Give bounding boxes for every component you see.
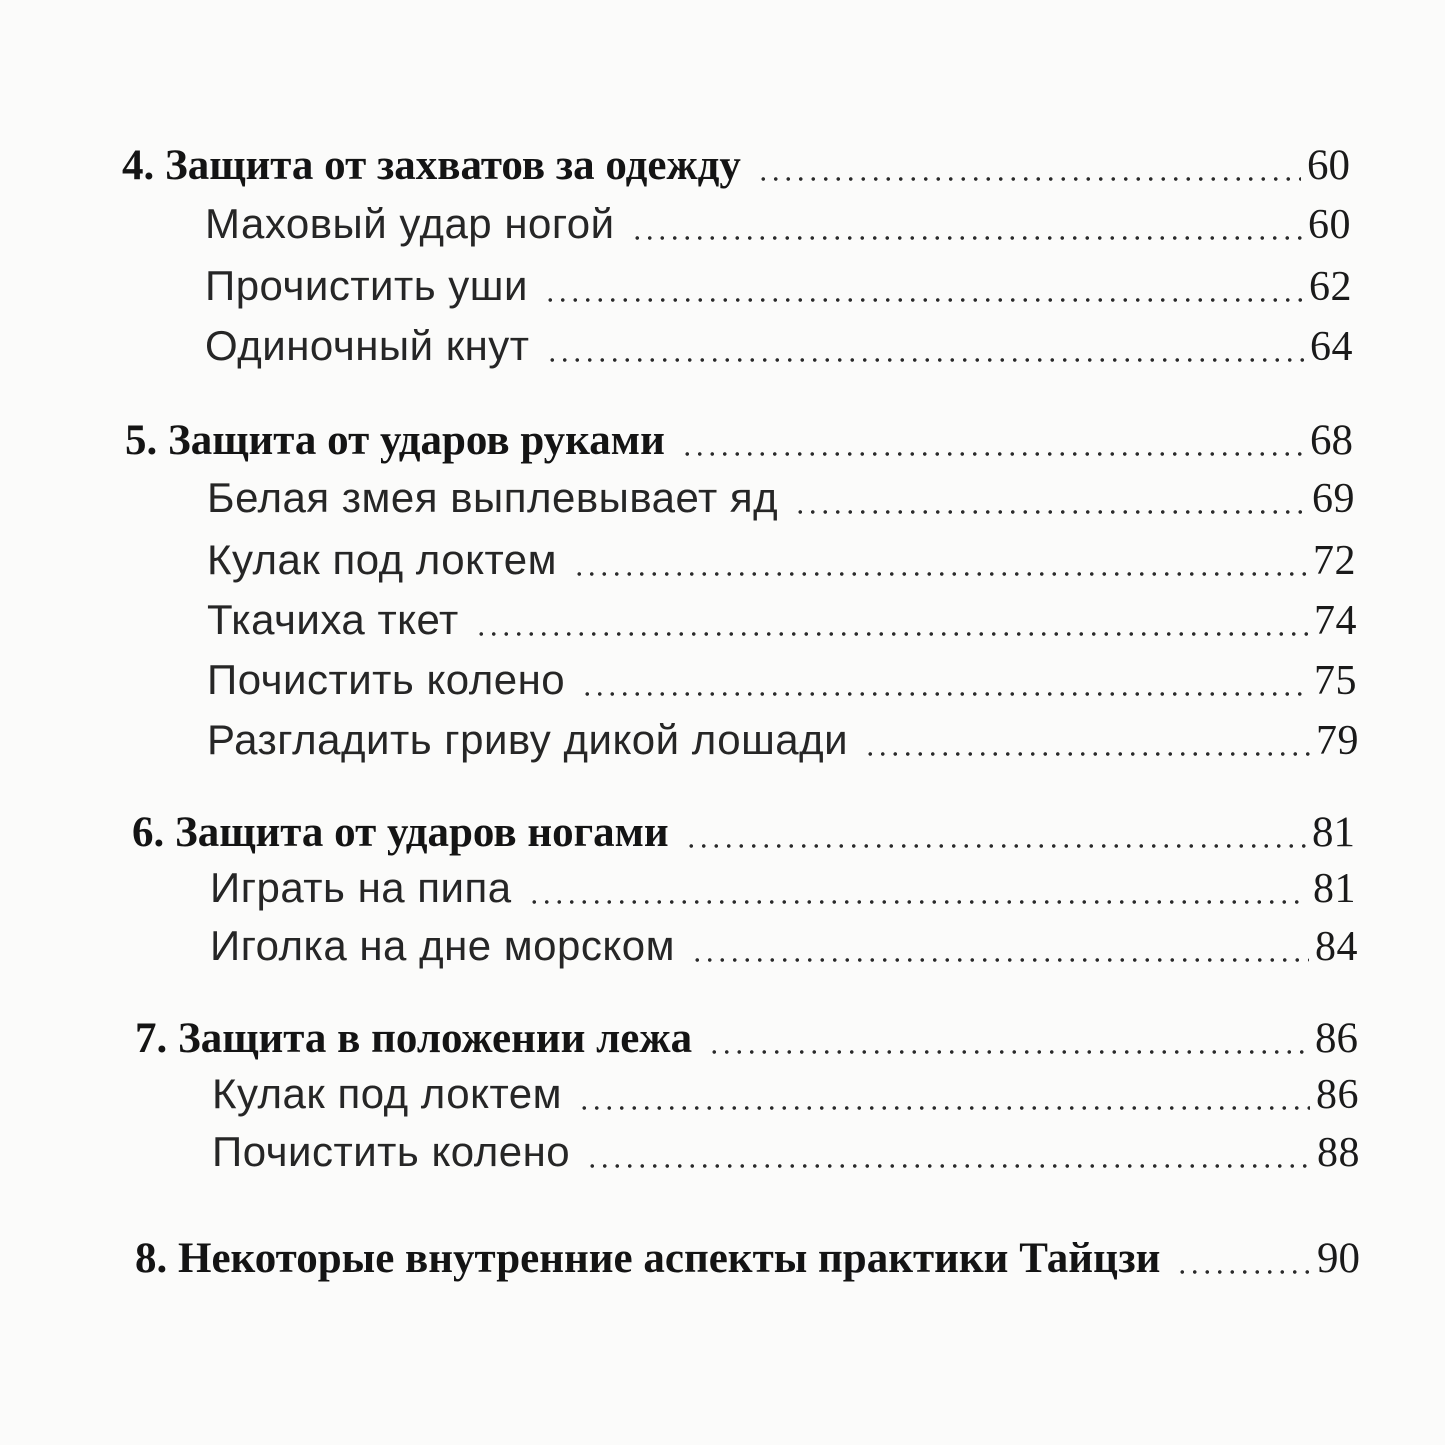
- dot-leader: [631, 236, 1302, 240]
- toc-item[interactable]: [210, 922, 1358, 971]
- dot-leader: [528, 900, 1307, 904]
- toc-entry-title: 5. Защита от ударов руками: [125, 417, 665, 464]
- toc-entry-page: 60: [1308, 202, 1351, 248]
- toc-entry-page: 90: [1317, 1235, 1360, 1282]
- toc-entry-page: 81: [1313, 866, 1356, 912]
- toc-entry-title: Ткачиха ткет: [207, 596, 459, 643]
- toc-entry-title: 7. Защита в положении лежа: [135, 1015, 693, 1062]
- toc-entry-title: Одиночный кнут: [205, 322, 530, 369]
- dot-leader: [475, 632, 1308, 636]
- toc-entry-title: Играть на пипа: [210, 864, 512, 911]
- toc-chapter-8[interactable]: [135, 1234, 1360, 1283]
- dot-leader: [757, 177, 1301, 181]
- toc-entry-title: 6. Защита от ударов ногами: [132, 809, 669, 856]
- dot-leader: [681, 452, 1304, 456]
- toc-entry-page: 60: [1307, 142, 1350, 189]
- toc-entry-title: Кулак под локтем: [207, 536, 557, 583]
- dot-leader: [685, 844, 1306, 848]
- dot-leader: [544, 298, 1303, 302]
- toc-entry-page: 84: [1315, 924, 1358, 970]
- dot-leader: [546, 358, 1304, 362]
- toc-entry-title: Почистить колено: [207, 656, 566, 703]
- toc-entry-title: Маховый удар ногой: [205, 200, 615, 247]
- toc-entry-title: 8. Некоторые внутренние аспекты практики Тайцзи: [135, 1235, 1161, 1282]
- dot-leader: [864, 752, 1310, 756]
- toc-item[interactable]: [205, 262, 1352, 311]
- toc-entry-title: Кулак под локтем: [212, 1070, 562, 1117]
- toc-entry-page: 69: [1312, 476, 1355, 522]
- toc-item[interactable]: [212, 1070, 1359, 1119]
- toc-item[interactable]: [207, 656, 1357, 705]
- toc-item[interactable]: [212, 1128, 1360, 1177]
- dot-leader: [586, 1164, 1311, 1168]
- dot-leader: [578, 1106, 1310, 1110]
- dot-leader: [691, 958, 1309, 962]
- toc-entry-page: 81: [1312, 809, 1355, 856]
- toc-entry-page: 72: [1313, 538, 1356, 584]
- toc-entry-title: Почистить колено: [212, 1128, 571, 1175]
- toc-entry-page: 86: [1316, 1072, 1359, 1118]
- toc-entry-page: 88: [1317, 1130, 1360, 1176]
- toc-entry-page: 74: [1314, 598, 1357, 644]
- toc-item[interactable]: [207, 536, 1356, 585]
- dot-leader: [573, 572, 1307, 576]
- toc-entry-title: Белая змея выплевывает яд: [207, 474, 779, 521]
- dot-leader: [794, 510, 1306, 514]
- toc-entry-title: Прочистить уши: [205, 262, 528, 309]
- toc-entry-title: 4. Защита от захватов за одежду: [122, 142, 741, 189]
- toc-entry-page: 75: [1314, 658, 1357, 704]
- toc-item[interactable]: [205, 200, 1351, 249]
- dot-leader: [708, 1050, 1309, 1054]
- dot-leader: [581, 692, 1308, 696]
- toc-entry-title: Иголка на дне морском: [210, 922, 675, 969]
- toc-item[interactable]: [205, 322, 1353, 371]
- toc-entry-page: 86: [1315, 1015, 1358, 1062]
- toc-entry-page: 68: [1310, 417, 1353, 464]
- toc-item[interactable]: [207, 596, 1357, 645]
- toc-entry-page: 64: [1310, 324, 1353, 370]
- toc-chapter-4[interactable]: [122, 141, 1350, 190]
- toc-chapter-5[interactable]: [125, 416, 1353, 465]
- dot-leader: [1176, 1270, 1311, 1274]
- toc-entry-page: 79: [1316, 718, 1359, 764]
- toc-chapter-7[interactable]: [135, 1014, 1358, 1063]
- toc-entry-page: 62: [1309, 264, 1352, 310]
- toc-entry-title: Разгладить гриву дикой лошади: [207, 716, 849, 763]
- toc-chapter-6[interactable]: [132, 808, 1355, 857]
- toc-item[interactable]: [210, 864, 1356, 913]
- toc-item[interactable]: [207, 716, 1359, 765]
- toc-item[interactable]: [207, 474, 1355, 523]
